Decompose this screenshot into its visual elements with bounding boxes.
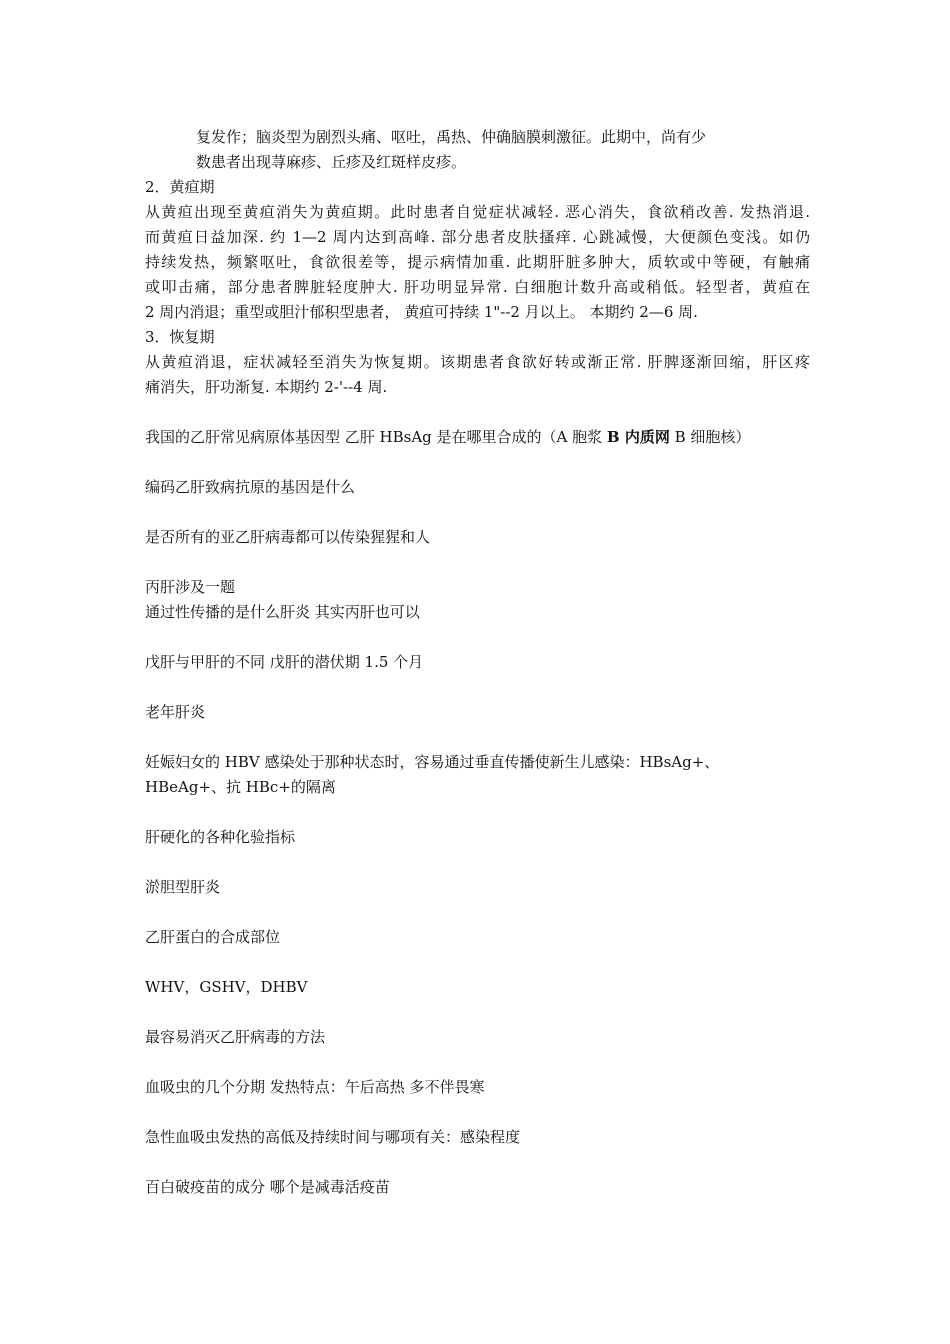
note-item: 乙肝蛋白的合成部位 <box>145 928 281 946</box>
jaundice-line-1: 从黄疸出现至黄疸消失为黄疸期。此时患者自觉症状减轻. 恶心消失，食欲稍改善. 发热消退. <box>145 203 810 221</box>
note-item: WHV，GSHV，DHBV <box>145 978 308 996</box>
jaundice-line-3: 持续发热，频繁呕吐，食欲很差等，提示病情加重. 此期肝脏多肿大，质软或中等硬，有触痛 <box>145 253 810 271</box>
answer-highlight: B 内质网 <box>606 428 670 446</box>
recovery-line-2: 痛消失，肝功渐复. 本期约 2-'--4 周. <box>145 378 388 396</box>
note-item: 最容易消灭乙肝病毒的方法 <box>145 1028 326 1046</box>
jaundice-line-4: 或叩击痛，部分患者脾脏轻度肿大. 肝功明显异常. 白细胞计数升高或稍低。轻型者，黄疸在 <box>145 278 810 296</box>
section-heading-jaundice: 2．黄疸期 <box>145 178 215 196</box>
jaundice-line-2: 而黄疸日益加深. 约 1—2 周内达到高峰. 部分患者皮肤搔痒. 心跳减慢，大便颜色变浅。如仍 <box>145 228 810 246</box>
intro-line-2: 数患者出现荨麻疹、丘疹及红斑样皮疹。 <box>196 153 467 171</box>
note-item: 淤胆型肝炎 <box>145 878 221 896</box>
note-item: 百白破疫苗的成分 哪个是减毒活疫苗 <box>145 1178 390 1196</box>
intro-line-1: 复发作；脑炎型为剧烈头痛、呕吐，禹热、仲确脑膜刺激征。此期中，尚有少 <box>196 128 707 146</box>
section-heading-recovery: 3．恢复期 <box>145 328 215 346</box>
note-item: 急性血吸虫发热的高低及持续时间与哪项有关：感染程度 <box>145 1128 521 1146</box>
note-item: 妊娠妇女的 HBV 感染处于那种状态时，容易通过垂直传播使新生儿感染：HBsAg+、 <box>145 753 720 771</box>
recovery-line-1: 从黄疸消退，症状减轻至消失为恢复期。该期患者食欲好转或渐正常. 肝脾逐渐回缩，肝区疼 <box>145 353 810 371</box>
note-item: 戊肝与甲肝的不同 戊肝的潜伏期 1.5 个月 <box>145 653 424 671</box>
note-item: 血吸虫的几个分期 发热特点：午后高热 多不伴畏寒 <box>145 1078 485 1096</box>
note-item: 肝硬化的各种化验指标 <box>145 828 296 846</box>
note-hbsag-question: 我国的乙肝常见病原体基因型 乙肝 HBsAg 是在哪里合成的（A 胞浆 B 内质网 B 细胞核） <box>145 428 751 446</box>
note-item: 丙肝涉及一题 <box>145 578 236 596</box>
jaundice-line-5: 2 周内消退；重型或胆汁郁积型患者， 黄疸可持续 1"--2 月以上。 本期约 2—6 周. <box>145 303 698 321</box>
note-item: 老年肝炎 <box>145 703 206 721</box>
note-item: 编码乙肝致病抗原的基因是什么 <box>145 478 356 496</box>
note-item: 通过性传播的是什么肝炎 其实丙肝也可以 <box>145 603 420 621</box>
note-item: 是否所有的亚乙肝病毒都可以传染猩猩和人 <box>145 528 431 546</box>
note-item: HBeAg+、抗 HBc+的隔离 <box>145 778 336 796</box>
